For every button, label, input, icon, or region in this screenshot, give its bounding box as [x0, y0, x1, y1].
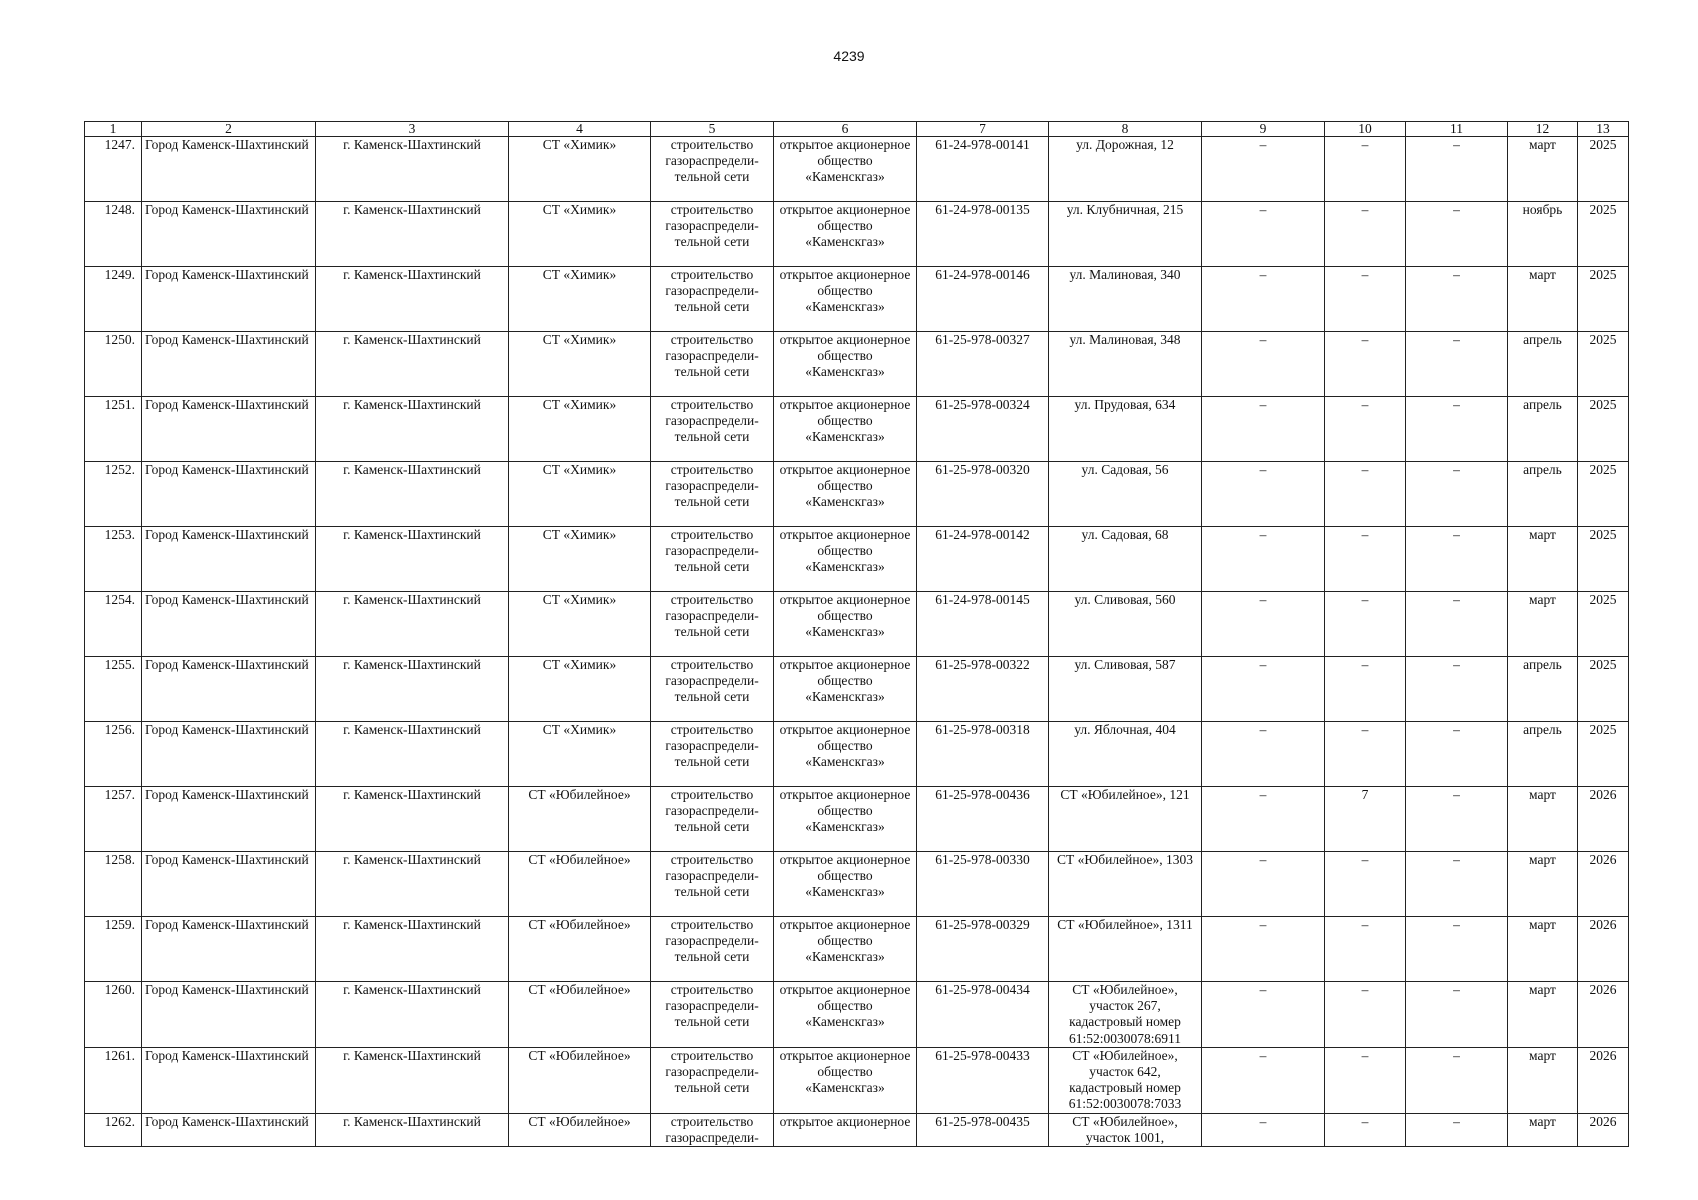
column-9-value-cell: –: [1202, 462, 1325, 527]
column-11-value-cell: –: [1406, 397, 1508, 462]
settlement-cell: СТ «Химик»: [509, 267, 651, 332]
work-type-cell: строительство газораспредели-тельной сети: [651, 657, 774, 722]
work-type-cell: строительство газораспредели-тельной сети: [651, 527, 774, 592]
column-9-value-cell: –: [1202, 527, 1325, 592]
address-cell: ул. Дорожная, 12: [1049, 137, 1202, 202]
column-10-value-cell: –: [1325, 137, 1406, 202]
object-id-cell: 61-25-978-00327: [917, 332, 1049, 397]
column-11-value-cell: –: [1406, 202, 1508, 267]
municipality-cell: Город Каменск-Шахтинский: [142, 982, 316, 1048]
row-number-cell: 1258.: [85, 852, 142, 917]
locality-cell: г. Каменск-Шахтинский: [316, 787, 509, 852]
work-type-cell: строительство газораспредели-тельной сети: [651, 202, 774, 267]
column-11-value-cell: –: [1406, 1113, 1508, 1146]
column-9-value-cell: –: [1202, 1113, 1325, 1146]
address-cell: ул. Клубничная, 215: [1049, 202, 1202, 267]
work-type-cell: строительство газораспредели-тельной сети: [651, 397, 774, 462]
column-number: 11: [1406, 122, 1508, 137]
column-9-value-cell: –: [1202, 1047, 1325, 1113]
row-number-cell: 1261.: [85, 1047, 142, 1113]
column-number: 12: [1508, 122, 1578, 137]
column-number-row: [85, 122, 1629, 137]
month-cell: март: [1508, 1047, 1578, 1113]
row-number-cell: 1260.: [85, 982, 142, 1048]
municipality-cell: Город Каменск-Шахтинский: [142, 657, 316, 722]
settlement-cell: СТ «Химик»: [509, 722, 651, 787]
work-type-cell: строительство газораспредели-тельной сети: [651, 917, 774, 982]
column-number: 13: [1578, 122, 1629, 137]
address-cell: СТ «Юбилейное», 121: [1049, 787, 1202, 852]
work-type-cell: строительство газораспредели-: [651, 1113, 774, 1146]
year-cell: 2025: [1578, 722, 1629, 787]
month-cell: ноябрь: [1508, 202, 1578, 267]
organization-cell: открытое акционерное общество «Каменскгаз»: [774, 1047, 917, 1113]
settlement-cell: СТ «Юбилейное»: [509, 1047, 651, 1113]
object-id-cell: 61-24-978-00141: [917, 137, 1049, 202]
column-9-value-cell: –: [1202, 982, 1325, 1048]
column-10-value-cell: –: [1325, 722, 1406, 787]
column-10-value-cell: 7: [1325, 787, 1406, 852]
municipality-cell: Город Каменск-Шахтинский: [142, 722, 316, 787]
year-cell: 2026: [1578, 982, 1629, 1048]
settlement-cell: СТ «Химик»: [509, 657, 651, 722]
settlement-cell: СТ «Химик»: [509, 137, 651, 202]
month-cell: март: [1508, 592, 1578, 657]
column-10-value-cell: –: [1325, 527, 1406, 592]
work-type-cell: строительство газораспредели-тельной сети: [651, 332, 774, 397]
column-11-value-cell: –: [1406, 592, 1508, 657]
locality-cell: г. Каменск-Шахтинский: [316, 722, 509, 787]
column-9-value-cell: –: [1202, 917, 1325, 982]
work-type-cell: строительство газораспредели-тельной сети: [651, 982, 774, 1048]
municipality-cell: Город Каменск-Шахтинский: [142, 1047, 316, 1113]
work-type-cell: строительство газораспредели-тельной сети: [651, 852, 774, 917]
locality-cell: г. Каменск-Шахтинский: [316, 332, 509, 397]
column-11-value-cell: –: [1406, 332, 1508, 397]
locality-cell: г. Каменск-Шахтинский: [316, 137, 509, 202]
settlement-cell: СТ «Химик»: [509, 462, 651, 527]
work-type-cell: строительство газораспредели-тельной сети: [651, 462, 774, 527]
column-11-value-cell: –: [1406, 137, 1508, 202]
settlement-cell: СТ «Химик»: [509, 397, 651, 462]
object-id-cell: 61-25-978-00435: [917, 1113, 1049, 1146]
row-number-cell: 1250.: [85, 332, 142, 397]
row-number-cell: 1248.: [85, 202, 142, 267]
object-id-cell: 61-25-978-00318: [917, 722, 1049, 787]
column-11-value-cell: –: [1406, 722, 1508, 787]
address-cell: СТ «Юбилейное», участок 267, кадастровый номер 61:52:0030078:6911: [1049, 982, 1202, 1048]
table-row: [85, 657, 1629, 722]
column-9-value-cell: –: [1202, 332, 1325, 397]
work-type-cell: строительство газораспредели-тельной сети: [651, 137, 774, 202]
organization-cell: открытое акционерное общество «Каменскгаз»: [774, 722, 917, 787]
month-cell: апрель: [1508, 657, 1578, 722]
organization-cell: открытое акционерное: [774, 1113, 917, 1146]
locality-cell: г. Каменск-Шахтинский: [316, 982, 509, 1048]
year-cell: 2025: [1578, 202, 1629, 267]
organization-cell: открытое акционерное общество «Каменскгаз»: [774, 202, 917, 267]
organization-cell: открытое акционерное общество «Каменскгаз»: [774, 462, 917, 527]
table-row: [85, 267, 1629, 332]
object-id-cell: 61-25-978-00436: [917, 787, 1049, 852]
work-type-cell: строительство газораспредели-тельной сети: [651, 592, 774, 657]
year-cell: 2026: [1578, 787, 1629, 852]
column-number: 7: [917, 122, 1049, 137]
column-10-value-cell: –: [1325, 202, 1406, 267]
column-11-value-cell: –: [1406, 462, 1508, 527]
year-cell: 2025: [1578, 397, 1629, 462]
settlement-cell: СТ «Юбилейное»: [509, 1113, 651, 1146]
row-number-cell: 1247.: [85, 137, 142, 202]
locality-cell: г. Каменск-Шахтинский: [316, 462, 509, 527]
locality-cell: г. Каменск-Шахтинский: [316, 852, 509, 917]
column-9-value-cell: –: [1202, 787, 1325, 852]
object-id-cell: 61-25-978-00322: [917, 657, 1049, 722]
locality-cell: г. Каменск-Шахтинский: [316, 1047, 509, 1113]
municipality-cell: Город Каменск-Шахтинский: [142, 852, 316, 917]
table-row: [85, 982, 1629, 1048]
organization-cell: открытое акционерное общество «Каменскгаз»: [774, 397, 917, 462]
column-9-value-cell: –: [1202, 722, 1325, 787]
year-cell: 2026: [1578, 852, 1629, 917]
column-number: 8: [1049, 122, 1202, 137]
address-cell: ул. Яблочная, 404: [1049, 722, 1202, 787]
organization-cell: открытое акционерное общество «Каменскгаз»: [774, 267, 917, 332]
column-9-value-cell: –: [1202, 202, 1325, 267]
month-cell: апрель: [1508, 397, 1578, 462]
month-cell: март: [1508, 527, 1578, 592]
locality-cell: г. Каменск-Шахтинский: [316, 917, 509, 982]
settlement-cell: СТ «Химик»: [509, 332, 651, 397]
municipality-cell: Город Каменск-Шахтинский: [142, 462, 316, 527]
column-number: 10: [1325, 122, 1406, 137]
locality-cell: г. Каменск-Шахтинский: [316, 397, 509, 462]
column-10-value-cell: –: [1325, 592, 1406, 657]
work-type-cell: строительство газораспредели-тельной сети: [651, 722, 774, 787]
year-cell: 2026: [1578, 1113, 1629, 1146]
settlement-cell: СТ «Химик»: [509, 202, 651, 267]
address-cell: ул. Прудовая, 634: [1049, 397, 1202, 462]
address-cell: СТ «Юбилейное», 1311: [1049, 917, 1202, 982]
organization-cell: открытое акционерное общество «Каменскгаз»: [774, 852, 917, 917]
municipality-cell: Город Каменск-Шахтинский: [142, 267, 316, 332]
address-cell: ул. Садовая, 56: [1049, 462, 1202, 527]
column-number: 9: [1202, 122, 1325, 137]
column-11-value-cell: –: [1406, 787, 1508, 852]
column-10-value-cell: –: [1325, 917, 1406, 982]
year-cell: 2025: [1578, 332, 1629, 397]
year-cell: 2025: [1578, 657, 1629, 722]
column-number: 5: [651, 122, 774, 137]
row-number-cell: 1259.: [85, 917, 142, 982]
column-11-value-cell: –: [1406, 852, 1508, 917]
municipality-cell: Город Каменск-Шахтинский: [142, 397, 316, 462]
row-number-cell: 1254.: [85, 592, 142, 657]
table-row: [85, 722, 1629, 787]
object-id-cell: 61-24-978-00142: [917, 527, 1049, 592]
object-id-cell: 61-25-978-00320: [917, 462, 1049, 527]
organization-cell: открытое акционерное общество «Каменскгаз»: [774, 592, 917, 657]
municipality-cell: Город Каменск-Шахтинский: [142, 1113, 316, 1146]
column-11-value-cell: –: [1406, 267, 1508, 332]
year-cell: 2026: [1578, 917, 1629, 982]
object-id-cell: 61-25-978-00330: [917, 852, 1049, 917]
settlement-cell: СТ «Химик»: [509, 592, 651, 657]
organization-cell: открытое акционерное общество «Каменскгаз»: [774, 787, 917, 852]
municipality-cell: Город Каменск-Шахтинский: [142, 787, 316, 852]
municipality-cell: Город Каменск-Шахтинский: [142, 332, 316, 397]
year-cell: 2025: [1578, 462, 1629, 527]
year-cell: 2025: [1578, 137, 1629, 202]
locality-cell: г. Каменск-Шахтинский: [316, 527, 509, 592]
object-id-cell: 61-24-978-00135: [917, 202, 1049, 267]
row-number-cell: 1262.: [85, 1113, 142, 1146]
locality-cell: г. Каменск-Шахтинский: [316, 657, 509, 722]
column-number: 6: [774, 122, 917, 137]
organization-cell: открытое акционерное общество «Каменскгаз»: [774, 982, 917, 1048]
settlement-cell: СТ «Юбилейное»: [509, 917, 651, 982]
table-row: [85, 332, 1629, 397]
organization-cell: открытое акционерное общество «Каменскгаз»: [774, 917, 917, 982]
register-table: [84, 121, 1629, 1147]
table-row: [85, 137, 1629, 202]
table-row: [85, 592, 1629, 657]
year-cell: 2025: [1578, 267, 1629, 332]
column-number: 4: [509, 122, 651, 137]
month-cell: март: [1508, 787, 1578, 852]
table-row: [85, 917, 1629, 982]
column-9-value-cell: –: [1202, 657, 1325, 722]
organization-cell: открытое акционерное общество «Каменскгаз»: [774, 527, 917, 592]
column-9-value-cell: –: [1202, 592, 1325, 657]
organization-cell: открытое акционерное общество «Каменскгаз»: [774, 657, 917, 722]
address-cell: ул. Сливовая, 587: [1049, 657, 1202, 722]
row-number-cell: 1257.: [85, 787, 142, 852]
row-number-cell: 1253.: [85, 527, 142, 592]
work-type-cell: строительство газораспредели-тельной сети: [651, 787, 774, 852]
column-9-value-cell: –: [1202, 852, 1325, 917]
page-number: 4239: [833, 48, 865, 64]
row-number-cell: 1255.: [85, 657, 142, 722]
year-cell: 2025: [1578, 527, 1629, 592]
address-cell: СТ «Юбилейное», 1303: [1049, 852, 1202, 917]
settlement-cell: СТ «Химик»: [509, 527, 651, 592]
object-id-cell: 61-25-978-00433: [917, 1047, 1049, 1113]
object-id-cell: 61-24-978-00145: [917, 592, 1049, 657]
table-row: [85, 1047, 1629, 1113]
table-row: [85, 787, 1629, 852]
month-cell: март: [1508, 917, 1578, 982]
month-cell: март: [1508, 137, 1578, 202]
locality-cell: г. Каменск-Шахтинский: [316, 267, 509, 332]
column-10-value-cell: –: [1325, 397, 1406, 462]
column-10-value-cell: –: [1325, 657, 1406, 722]
month-cell: апрель: [1508, 462, 1578, 527]
locality-cell: г. Каменск-Шахтинский: [316, 592, 509, 657]
column-10-value-cell: –: [1325, 462, 1406, 527]
column-11-value-cell: –: [1406, 657, 1508, 722]
table-row: [85, 397, 1629, 462]
address-cell: ул. Сливовая, 560: [1049, 592, 1202, 657]
address-cell: ул. Малиновая, 340: [1049, 267, 1202, 332]
table-row: [85, 527, 1629, 592]
month-cell: апрель: [1508, 722, 1578, 787]
column-11-value-cell: –: [1406, 1047, 1508, 1113]
object-id-cell: 61-24-978-00146: [917, 267, 1049, 332]
organization-cell: открытое акционерное общество «Каменскгаз»: [774, 332, 917, 397]
municipality-cell: Город Каменск-Шахтинский: [142, 137, 316, 202]
column-11-value-cell: –: [1406, 982, 1508, 1048]
settlement-cell: СТ «Юбилейное»: [509, 982, 651, 1048]
column-10-value-cell: –: [1325, 267, 1406, 332]
column-10-value-cell: –: [1325, 982, 1406, 1048]
municipality-cell: Город Каменск-Шахтинский: [142, 592, 316, 657]
column-11-value-cell: –: [1406, 527, 1508, 592]
work-type-cell: строительство газораспредели-тельной сети: [651, 267, 774, 332]
address-cell: СТ «Юбилейное», участок 642, кадастровый номер 61:52:0030078:7033: [1049, 1047, 1202, 1113]
locality-cell: г. Каменск-Шахтинский: [316, 1113, 509, 1146]
month-cell: март: [1508, 852, 1578, 917]
column-number: 1: [85, 122, 142, 137]
row-number-cell: 1252.: [85, 462, 142, 527]
column-number: 3: [316, 122, 509, 137]
year-cell: 2026: [1578, 1047, 1629, 1113]
row-number-cell: 1256.: [85, 722, 142, 787]
month-cell: апрель: [1508, 332, 1578, 397]
month-cell: март: [1508, 267, 1578, 332]
municipality-cell: Город Каменск-Шахтинский: [142, 202, 316, 267]
column-10-value-cell: –: [1325, 852, 1406, 917]
municipality-cell: Город Каменск-Шахтинский: [142, 527, 316, 592]
address-cell: ул. Малиновая, 348: [1049, 332, 1202, 397]
row-number-cell: 1249.: [85, 267, 142, 332]
object-id-cell: 61-25-978-00434: [917, 982, 1049, 1048]
work-type-cell: строительство газораспредели-тельной сети: [651, 1047, 774, 1113]
settlement-cell: СТ «Юбилейное»: [509, 852, 651, 917]
table-row: [85, 462, 1629, 527]
table-row: [85, 1113, 1629, 1146]
column-9-value-cell: –: [1202, 267, 1325, 332]
table-row: [85, 202, 1629, 267]
year-cell: 2025: [1578, 592, 1629, 657]
month-cell: март: [1508, 982, 1578, 1048]
column-10-value-cell: –: [1325, 1113, 1406, 1146]
address-cell: СТ «Юбилейное», участок 1001,: [1049, 1113, 1202, 1146]
column-11-value-cell: –: [1406, 917, 1508, 982]
column-9-value-cell: –: [1202, 397, 1325, 462]
month-cell: март: [1508, 1113, 1578, 1146]
locality-cell: г. Каменск-Шахтинский: [316, 202, 509, 267]
object-id-cell: 61-25-978-00324: [917, 397, 1049, 462]
column-9-value-cell: –: [1202, 137, 1325, 202]
organization-cell: открытое акционерное общество «Каменскгаз»: [774, 137, 917, 202]
column-number: 2: [142, 122, 316, 137]
table-row: [85, 852, 1629, 917]
settlement-cell: СТ «Юбилейное»: [509, 787, 651, 852]
municipality-cell: Город Каменск-Шахтинский: [142, 917, 316, 982]
column-10-value-cell: –: [1325, 1047, 1406, 1113]
address-cell: ул. Садовая, 68: [1049, 527, 1202, 592]
object-id-cell: 61-25-978-00329: [917, 917, 1049, 982]
column-10-value-cell: –: [1325, 332, 1406, 397]
row-number-cell: 1251.: [85, 397, 142, 462]
